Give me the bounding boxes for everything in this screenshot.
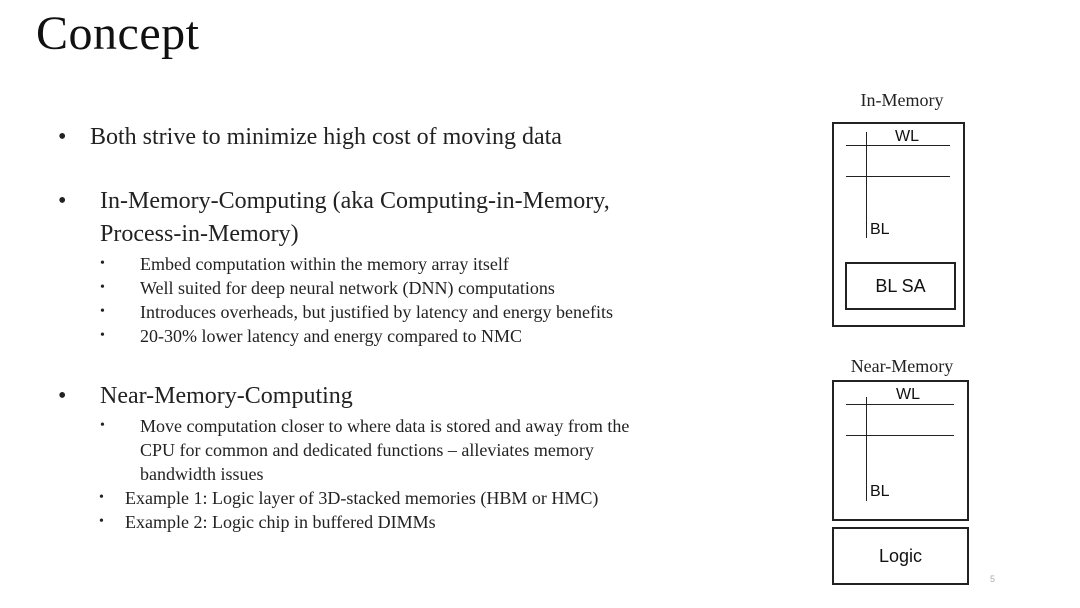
sub-bullet-move-computation: [100, 414, 630, 438]
sub-bullet-embed: [100, 252, 509, 276]
bullet-dot: •: [100, 304, 105, 319]
bullet-dot: •: [100, 418, 105, 433]
near-memory-label: Near-Memory: [850, 356, 954, 376]
wordline-2: [846, 435, 954, 436]
sub-bullet-move-computation-line3: bandwidth issues: [140, 464, 264, 484]
sub-bullet-text: Example 2: Logic chip in buffered DIMMs: [125, 512, 436, 532]
bullet-in-memory-computing: [58, 185, 610, 218]
sub-bullet-text: Example 1: Logic layer of 3D-stacked memories (HBM or HMC): [125, 488, 599, 508]
bullet-dot: •: [99, 490, 104, 505]
wordline-1: [846, 404, 954, 405]
sub-bullet-text: Move computation closer to where data is stored and away from the: [140, 416, 630, 436]
bullet-dot: •: [58, 188, 67, 214]
bullet-moving-data: [58, 121, 562, 154]
sub-bullet-text: Introduces overheads, but justified by latency and energy benefits: [140, 302, 614, 322]
sub-bullet-example-1: [99, 486, 599, 510]
sub-bullet-dnn: [100, 276, 555, 300]
bitline: [866, 132, 867, 238]
page-number: 5: [990, 574, 996, 584]
bullet-dot: •: [100, 328, 105, 343]
slide-title: Concept: [36, 7, 200, 60]
bl-label: BL: [870, 483, 890, 500]
bullet-near-memory-computing: [58, 380, 353, 413]
sub-bullet-text: Well suited for deep neural network (DNN) computations: [140, 278, 555, 298]
bullet-text: Both strive to minimize high cost of moving data: [90, 124, 562, 150]
bullet-dot: •: [58, 383, 67, 409]
bullet-text: Near-Memory-Computing: [100, 383, 353, 409]
bl-sense-amp-box: BL SA: [845, 262, 956, 310]
logic-chip-box: Logic: [832, 527, 969, 585]
bullet-in-memory-computing-cont: Process-in-Memory): [100, 221, 299, 247]
sub-bullet-latency: [100, 324, 523, 348]
bullet-dot: •: [100, 280, 105, 295]
wl-label: WL: [895, 128, 919, 145]
bullet-dot: •: [99, 514, 104, 529]
sub-bullet-text: 20-30% lower latency and energy compared to NMC: [140, 326, 523, 346]
bullet-dot: •: [100, 256, 105, 271]
sub-bullet-example-2: [99, 510, 436, 534]
wl-label: WL: [896, 386, 920, 403]
bullet-dot: •: [58, 124, 67, 150]
bitline: [866, 397, 867, 501]
in-memory-label: In-Memory: [860, 90, 944, 110]
wordline-2: [846, 176, 950, 177]
sub-bullet-text: Embed computation within the memory array itself: [140, 254, 509, 274]
sub-bullet-move-computation-line2: CPU for common and dedicated functions – alleviates memory: [140, 440, 594, 460]
bl-label: BL: [870, 221, 890, 238]
sub-bullet-overheads: [100, 300, 614, 324]
bullet-text: In-Memory-Computing (aka Computing-in-Memory,: [100, 188, 610, 214]
